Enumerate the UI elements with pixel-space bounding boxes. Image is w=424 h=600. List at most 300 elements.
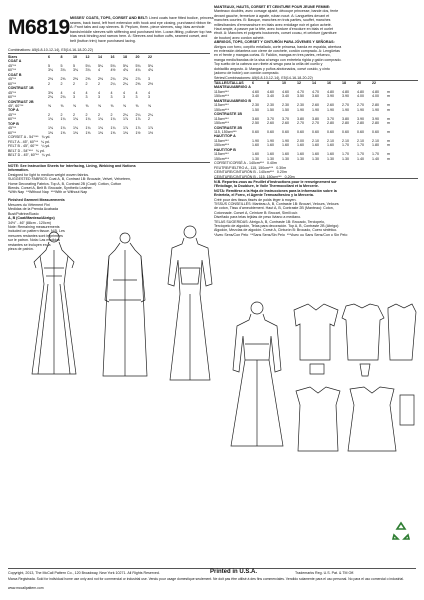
table-cell: 1.30 [327, 156, 334, 161]
table-cell: 2.80 [372, 121, 379, 126]
size-header-cell: 10 [73, 55, 77, 59]
left-yardage-table [8, 55, 210, 157]
right-combinations: Séries/Combinaciones: A5(6-8-10-12-14), E5(14-16-18-20-22) [214, 76, 313, 80]
table-cell: ⅝ [110, 103, 114, 108]
table-cell: ¼ yd. [35, 148, 45, 153]
row-label: HAUT/TOP A [214, 134, 236, 139]
table-cell: ⅝ [85, 103, 89, 108]
right-intro-title: MANTEAUX, HAUTS, CORSET ET CEINTURE POUR JEUNE FEMME: [214, 5, 331, 9]
table-cell: 2¼ [148, 112, 153, 117]
divider [8, 53, 210, 54]
table-cell: 1⅜ [60, 130, 66, 135]
table-cell: 2 [98, 81, 100, 86]
right-intro_lines-line: en el frente y mangas cortas. B: Faldón, mangas en tres partes, refuerzo, [214, 53, 331, 58]
table-cell: m [387, 156, 390, 161]
table-cell: 2⅜ [85, 77, 91, 82]
row-label: MANTEAU/ABRIGO B [214, 98, 251, 103]
table-cell: 4.00 [357, 94, 364, 99]
right-notes [214, 180, 418, 237]
table-cell: 2 [98, 112, 100, 117]
row-label: MANTEAU/ABRIGO A [214, 85, 251, 90]
left-finished_lines-line: Mesures du Vêtement Fini [8, 203, 50, 207]
size-header-cell: 20 [135, 55, 140, 59]
table-cell: 4 [98, 68, 100, 73]
left-finished_lines-line: mesures restantes sont imprimées [8, 233, 63, 238]
table-cell: 2½ [148, 81, 153, 86]
right-intro [214, 5, 418, 76]
row-label: CORSET A - 54"*** [8, 135, 39, 140]
table-cell: 1.60 [267, 152, 274, 157]
table-cell: 1¾ [110, 126, 116, 131]
model-b-illustration [225, 300, 290, 450]
right-notes-line: Cotonnade. Corset A, Ceinture B: Brocart, Simili cuir. [214, 210, 299, 215]
row-label: 45", 60"** [8, 103, 24, 108]
table-cell: 2 [48, 81, 50, 86]
table-cell: 2.10 [327, 138, 334, 143]
right-intro_lines-line: Manteaux doublés, avec corsage ajusté, découpe princesse, bande dos, fente [214, 9, 339, 14]
table-cell: 3.70 [327, 116, 334, 121]
right-intro_lines-line: en extensión delantera con cierre de corchete, cordón comprado. A: Lengüetas [214, 49, 340, 54]
table-cell: 5 [48, 63, 50, 68]
table-cell: m [387, 129, 390, 134]
trademark: Trademarks Reg. U.S. Pat. & TM Off. [295, 571, 355, 575]
row-label: 45"** [8, 90, 17, 95]
table-cell: 2.30 [267, 103, 274, 108]
table-cell: 0.60 [297, 129, 304, 134]
table-cell: 5 [60, 63, 63, 68]
table-cell: 2⅜ [48, 77, 53, 82]
table-cell: 2 [60, 112, 63, 117]
left-combinations: Combinations: A5(6-8-10-12-14), E5(14-16-18-20-22) [8, 48, 93, 52]
table-cell: 1⅞ [135, 117, 141, 122]
right-notes-line: Créé pour des tissus tissés de poids léger à moyen. [214, 197, 297, 202]
right-intro_lines-line: manches courtes. B: Basque, manches en trois parties, souffet, manches [214, 18, 331, 23]
row-label: 150cm*** [214, 143, 229, 148]
table-cell: 2.10 [312, 138, 319, 143]
row-label: 150cm*** [214, 94, 229, 99]
table-cell: 2.70 [357, 103, 364, 108]
model-a-illustration [160, 224, 220, 384]
left-notes-line: NOTE: See Instruction Sheets for Interfacing, Lining, Webbing and Notions [8, 164, 136, 168]
printed-in: Printed in U.S.A. [210, 569, 258, 575]
table-cell: 3.90 [327, 94, 334, 99]
table-row [8, 153, 210, 157]
table-cell: 1.90 [327, 107, 334, 112]
row-label: FELT A - 45", 60"** [8, 139, 38, 144]
table-cell: 3¾ [85, 68, 91, 73]
table-cell: 1¾ [110, 117, 116, 122]
table-cell: 3.70 [282, 116, 289, 121]
table-cell: m [387, 89, 390, 94]
table-cell: 3⅝ [48, 90, 53, 95]
top-flats-illustration [290, 300, 418, 380]
size-header-cell: 12 [297, 81, 301, 85]
row-label: 60"** [8, 68, 17, 73]
row-label: 115cm*** [214, 152, 229, 157]
table-cell: 2.60 [267, 121, 274, 126]
right-intro_lines-line: milles/bandes d'emmanchure en biais avec entoilage noir et galon acheté. [214, 22, 332, 27]
table-cell: 3.40 [282, 94, 289, 99]
table-cell: 2⅜ [135, 81, 141, 86]
table-cell: 2.80 [342, 121, 349, 126]
size-header-cell: 20 [357, 81, 361, 85]
table-cell: 1.50 [252, 107, 259, 112]
table-cell: 1.90 [297, 107, 304, 112]
row-label: 60"** [8, 130, 17, 135]
table-cell: 1.50 [282, 107, 289, 112]
left-notes-line: Home Decorating Fabrics. Top A, B, Contrast 2B (Coat): Cotton, Cotton [8, 181, 122, 186]
row-label: COAT A [8, 59, 22, 64]
size-header-cell: 8 [60, 55, 63, 59]
table-cell: 4¾ [135, 68, 141, 73]
left-finished_lines-line: restantes se incluyen en la [8, 242, 51, 247]
table-cell: 1.90 [357, 107, 364, 112]
size-header-cell: 22 [148, 55, 152, 59]
footer-legal: Marca Registrada. Sold for individual home use only and not for commercial or industrial use. Vendu pour usage domestique seulement. Ne doit pas être utilisé à des fins commerciales. Vendido solamente para el uso personal. No para el uso comercial o industrial. [8, 577, 404, 581]
table-cell: 4.80 [342, 89, 349, 94]
table-cell: 2.60 [282, 121, 289, 126]
row-label: COAT B [8, 72, 22, 77]
left-finished_lines-line: sur le patron. Nota: Las medidas [8, 238, 60, 243]
table-cell: 2.00 [297, 138, 304, 143]
table-cell: 2¼ [110, 81, 116, 86]
table-cell: 1⅜ [123, 130, 128, 135]
table-cell: 5¼ [85, 63, 91, 68]
size-header-cell: 16 [327, 81, 331, 85]
table-cell: 2.80 [372, 103, 379, 108]
table-cell: 1.30 [252, 156, 259, 161]
row-label: CEINTURE/CINTURÓN B - 140cm*** [214, 170, 274, 175]
right-notes-line: TELAS SUGERIDAS: Abrigo A, B, Contraste 1B: Brocado, Terciopelo, [214, 219, 325, 224]
table-cell: 2¼ [135, 112, 141, 117]
row-label: CONTRAST 1B [8, 86, 34, 91]
table-cell: 3 [98, 95, 100, 100]
table-cell: 0.60 [327, 129, 334, 134]
table-cell: 2¼ [123, 112, 128, 117]
table-cell: 1.60 [252, 152, 259, 157]
table-cell: ¼ yd. [41, 139, 50, 144]
size-header-cell: 12 [85, 55, 90, 59]
row-label: 60"** [8, 95, 17, 100]
row-label: CEINTURE/CINTURÓN B - 115, 150cm*** [214, 174, 282, 179]
sizes-label: Sizes [8, 55, 18, 59]
right-intro_lines-line: dobladillo angosto. A: Mangas y puños abotonados, corsé cosido, y cinto [214, 66, 330, 71]
left-finished_lines-line: pieza de patrón. [8, 247, 34, 252]
table-cell: 3 [123, 95, 125, 100]
table-cell: 1.60 [267, 143, 274, 148]
row-label: CONTRASTE 2B [214, 125, 242, 130]
table-cell: 1.70 [342, 152, 349, 157]
table-cell: 2¾ [60, 95, 66, 100]
table-cell: 5¾ [123, 63, 128, 68]
table-cell: 1.30 [267, 156, 274, 161]
table-cell: 1.70 [342, 143, 349, 148]
left-notes-line: Information. [8, 168, 29, 173]
size-header-cell: 18 [342, 81, 346, 85]
website: www.mccallpattern.com [8, 586, 44, 590]
table-cell: 1.60 [252, 143, 259, 148]
row-label: 150cm*** [214, 156, 229, 161]
left-intro-title: MISSES' COATS, TOPS, CORSET AND BELT: [70, 16, 148, 20]
table-cell: 3¾ [48, 68, 53, 73]
table-cell: 1¾ [48, 117, 53, 122]
right-notes-line: Diseñado para telas tejidas de peso liviano a mediano. [214, 215, 302, 220]
table-cell: 4 [110, 90, 113, 95]
divider [214, 178, 418, 179]
right-intro_lines-line: manga medio/bandas de la sisa al sesgo con entretela rígida y galón comprado. [214, 57, 342, 62]
size-header-cell: 18 [123, 55, 127, 59]
table-cell: m [387, 116, 390, 121]
table-cell: 3.70 [267, 116, 274, 121]
table-cell: 2.30 [297, 103, 304, 108]
table-cell: 1.70 [357, 143, 364, 148]
size-header-cell: 22 [372, 81, 376, 85]
table-cell: 1¾ [98, 126, 103, 131]
table-cell: 1.30 [342, 156, 349, 161]
table-cell: 1¾ [60, 117, 66, 122]
row-label: HAUT/TOP B [214, 147, 236, 152]
table-cell: 1¾ [60, 126, 66, 131]
table-cell: 1¾ [85, 117, 91, 122]
table-cell: 1⅞ [135, 126, 141, 131]
size-header-cell: 6 [48, 55, 50, 59]
row-label: 60"** [8, 117, 17, 122]
row-label: TOP A [8, 108, 19, 113]
right-intro_lines-line: Haut ample, à passer par la tête, avec bordure d'encolure en biais et ourlet [214, 27, 333, 32]
table-cell: 1.70 [372, 152, 379, 157]
divider [8, 162, 210, 163]
table-cell: 1.50 [267, 107, 274, 112]
table-cell: 1½ [135, 130, 141, 135]
table-cell: 4.00 [372, 94, 379, 99]
table-cell: 2 [73, 81, 75, 86]
row-label: 150cm*** [214, 107, 229, 112]
table-cell: 3.90 [342, 94, 349, 99]
right-notes-line: Entretela, el Forro, el Agente Termoadhesivo y la Mercería. [214, 193, 314, 198]
table-cell: ⅝ [123, 103, 126, 108]
table-cell: 1⅜ [98, 130, 103, 135]
table-cell: 5¾ [148, 63, 153, 68]
table-cell: 4 [148, 90, 150, 95]
row-label: 115cm*** [214, 89, 229, 94]
table-cell: ⅝ [48, 103, 51, 108]
table-cell: 0.60 [372, 129, 379, 134]
table-cell: 2⅜ [98, 77, 103, 82]
footer-copyright: Copyright, 2013, The McCall Pattern Co., 120 Broadway, New York 10271. All Rights Reserved. [8, 571, 160, 575]
table-cell: 0.60 [282, 129, 289, 134]
coat-b-illustration [95, 230, 155, 380]
table-cell: ⅝ [98, 103, 101, 108]
right-intro_lines-line: Abrigos con forro, corpiño entallado, corte princesa, banda en espalda, abertura [214, 44, 342, 49]
coat-a-illustration [18, 228, 90, 378]
right-intro_lines-line: (adorno de botón) con cordón comprado. [214, 71, 280, 76]
table-cell: 0.30m [276, 165, 287, 170]
table-cell: 1.60 [327, 143, 334, 148]
table-cell: 3 [73, 95, 75, 100]
table-cell: ⅝ [60, 103, 64, 108]
table-cell: 4.70 [297, 89, 304, 94]
table-cell: 4.80 [327, 89, 334, 94]
table-cell: m [387, 143, 390, 148]
left-notes-line: Blends. Corset A, Belt B: Brocade, Synthetic Leather. [8, 186, 93, 191]
row-label: 45"** [8, 77, 17, 82]
table-cell: 1.60 [327, 152, 334, 157]
table-cell: 2.10 [357, 138, 364, 143]
table-cell: ¼ yd. [41, 152, 51, 157]
row-label: 45"** [8, 112, 17, 117]
table-cell: 1¾ [73, 126, 78, 131]
table-cell: 1.60 [312, 152, 319, 157]
table-cell: 1.60 [282, 152, 289, 157]
table-cell: 3¾ [73, 68, 78, 73]
table-cell: 1.90 [372, 107, 379, 112]
coat-flats-illustration [290, 385, 418, 455]
table-cell: 4.60 [282, 89, 289, 94]
row-label: 115, 150cm*** [214, 129, 237, 134]
right-intro_lines-line: devant gauche, fermeture à agrafe, ruban noué. A: Languettes devant et [214, 13, 330, 18]
row-label: TOP B [8, 121, 19, 126]
table-cell: 2.70 [342, 103, 349, 108]
table-cell: 5¾ [135, 63, 141, 68]
table-cell: 2.30 [252, 103, 259, 108]
table-cell: 1.80 [372, 143, 379, 148]
table-cell: 0.60 [312, 129, 319, 134]
right-yardage-table [214, 81, 418, 179]
table-cell: 1.90 [342, 107, 349, 112]
recycle-icon [390, 520, 412, 542]
size-header-cell: 10 [282, 81, 286, 85]
row-label: CORSET/CORSÉ A - 140cm*** [214, 161, 264, 166]
finished-measurements-title: Finished Garment Measurements [8, 198, 65, 202]
table-cell: 3.40 [267, 94, 274, 99]
table-cell: 1⅜ [110, 130, 116, 135]
table-cell: 4 [135, 90, 138, 95]
table-cell: 3 [148, 95, 150, 100]
table-cell: 1.90 [252, 138, 259, 143]
table-cell: 4.60 [252, 89, 259, 94]
row-label: 60"** [8, 81, 17, 86]
left-finished_lines-line: A, B (Coat/Manteau/Abrigo) [8, 216, 55, 221]
size-header-cell: 16 [110, 55, 115, 59]
table-cell: 2 [85, 81, 88, 86]
right-notes-line: Terciopelo de algodón, Telas para decoración. Top A, B, Contraste 2B (Abrigo): [214, 224, 340, 229]
row-label: 45"** [8, 63, 17, 68]
table-cell: 4 [60, 90, 63, 95]
table-cell: m [387, 121, 390, 126]
table-cell: 2.60 [312, 103, 319, 108]
table-cell: 2.70 [297, 121, 304, 126]
right-notes-line: *Avec Sens/Con Pelo **Sans Sens/Sin Pelo ***Avec ou Sans Sens/Con o Sin Pelo [214, 232, 348, 237]
table-cell: 0.60 [357, 129, 364, 134]
table-cell: 1¾ [98, 117, 103, 122]
table-cell: 2.60 [327, 103, 334, 108]
table-cell: 4.80 [357, 89, 364, 94]
size-header-cell: 8 [267, 81, 269, 85]
right-notes-line: l'Entoilage, la Doublure, le Voile Thermocollant et la Mercerie. [214, 184, 319, 189]
table-cell: 1⅜ [48, 130, 53, 135]
table-cell: 1¾ [73, 117, 78, 122]
size-header-cell: 14 [312, 81, 316, 85]
table-cell: 1⅞ [123, 117, 128, 122]
table-cell: 1.70 [357, 152, 364, 157]
table-cell: 5 [73, 63, 75, 68]
row-label: 115cm*** [214, 103, 229, 108]
table-cell: 3.60 [312, 94, 319, 99]
table-cell: 0.20m [284, 174, 295, 179]
right-notes-line: N.B. Reportez-vous au Feuillet d'Instructions pour le renseignement sur [214, 180, 337, 184]
row-label: 115cm*** [214, 116, 229, 121]
table-cell: 1.90 [282, 138, 289, 143]
right-notes-line: TISSUS CONSEILLÉS: Manteau A, B, Contraste 1B: Brocart, Velours, Velours [214, 202, 339, 207]
table-cell: 1.90 [267, 138, 274, 143]
table-cell: 1⅜ [85, 130, 91, 135]
left-intro-body: Lined coats have fitted bodice, princess seams, back band, left front extension with hook and eye closing, purchased ribbon tie. A: Front tabs and cap sleeves. B: Peplum, three- piece sleeves, stay, bias armhole bands/middle sleeves with stiffening and purchased trim. Loose-fitting, pullover top has bias neck binding and narrow hem. A: Sleeves and button cuffs, seamed corset, and belt (button trim) have purchased lacing. [70, 16, 214, 43]
table-cell: 4.80 [372, 89, 379, 94]
table-cell: 5¼ [98, 63, 103, 68]
table-cell: 2.10 [372, 138, 379, 143]
table-cell: 2 [148, 117, 150, 122]
table-cell: 1⅜ [73, 130, 78, 135]
table-cell: 2.80 [357, 121, 364, 126]
pattern-number: M6819 [8, 16, 70, 39]
table-cell: 1.40 [357, 156, 364, 161]
left-notes-line: *With Nap **Without Nap ***With or Without Nap [8, 190, 88, 195]
right-notes-line: Algodón, Mezclas de algodón. Corsé A, Cinturón B: Brocado, Cuero sintético. [214, 228, 338, 233]
table-cell: 4 [73, 90, 75, 95]
size-header-cell: 6 [252, 81, 254, 85]
sizes-label: TAILLES/TALLAS [214, 81, 244, 85]
table-cell: 4 [85, 90, 88, 95]
table-cell: 2 [110, 112, 113, 117]
table-cell: 4¾ [148, 68, 153, 73]
table-cell: 1.40 [372, 156, 379, 161]
table-cell: 1.30 [297, 156, 304, 161]
table-cell: ¼ yd. [41, 144, 51, 149]
table-cell: 2⅜ [60, 77, 66, 82]
table-cell: 3 [110, 95, 113, 100]
table-cell: 1.30 [282, 156, 289, 161]
table-cell: 4 [98, 90, 100, 95]
table-cell: 4 [123, 90, 125, 95]
right-intro_lines-line: ABRIGOS, TOPS, CORSET Y CINTURÓN PARA JÓVENES Y SEÑORAS: [214, 40, 335, 45]
table-cell: 3.90 [357, 116, 364, 121]
row-label: 150cm*** [214, 121, 229, 126]
table-cell: 3.40 [252, 94, 259, 99]
left-notes-line: SUGGESTED FABRICS: Coat A, B, Contrast 1B: Brocade, Velvet, Velveteen, [8, 177, 132, 182]
row-label: 45"** [8, 126, 17, 131]
table-cell: 1.30 [312, 156, 319, 161]
left-notes [8, 164, 210, 195]
table-cell: ⅝ [135, 103, 139, 108]
table-cell: 0.60 [252, 129, 259, 134]
table-cell: 1½ [148, 130, 153, 135]
table-cell: 3.60 [252, 116, 259, 121]
table-cell: 1.90 [312, 107, 319, 112]
table-cell: 3.80 [297, 116, 304, 121]
table-cell: 0.20m [276, 170, 287, 175]
right-intro_lines-line: étroit. A: Manches et poignets boutonnés, corset cousu, et ceinture (garniture [214, 31, 337, 36]
table-cell: 1⅞ [148, 126, 153, 131]
row-label: BELT D - 54"*** [8, 148, 33, 153]
row-label: 115cm*** [214, 138, 229, 143]
table-cell: m [387, 107, 390, 112]
table-cell: 2¼ [123, 81, 128, 86]
table-cell: 3 [148, 77, 150, 82]
table-cell: 2⅞ [135, 77, 141, 82]
table-cell: 2.30 [282, 103, 289, 108]
left-notes-line: Designed for light to medium weight woven fabrics. [8, 172, 90, 177]
table-cell: 4¾ [123, 68, 128, 73]
